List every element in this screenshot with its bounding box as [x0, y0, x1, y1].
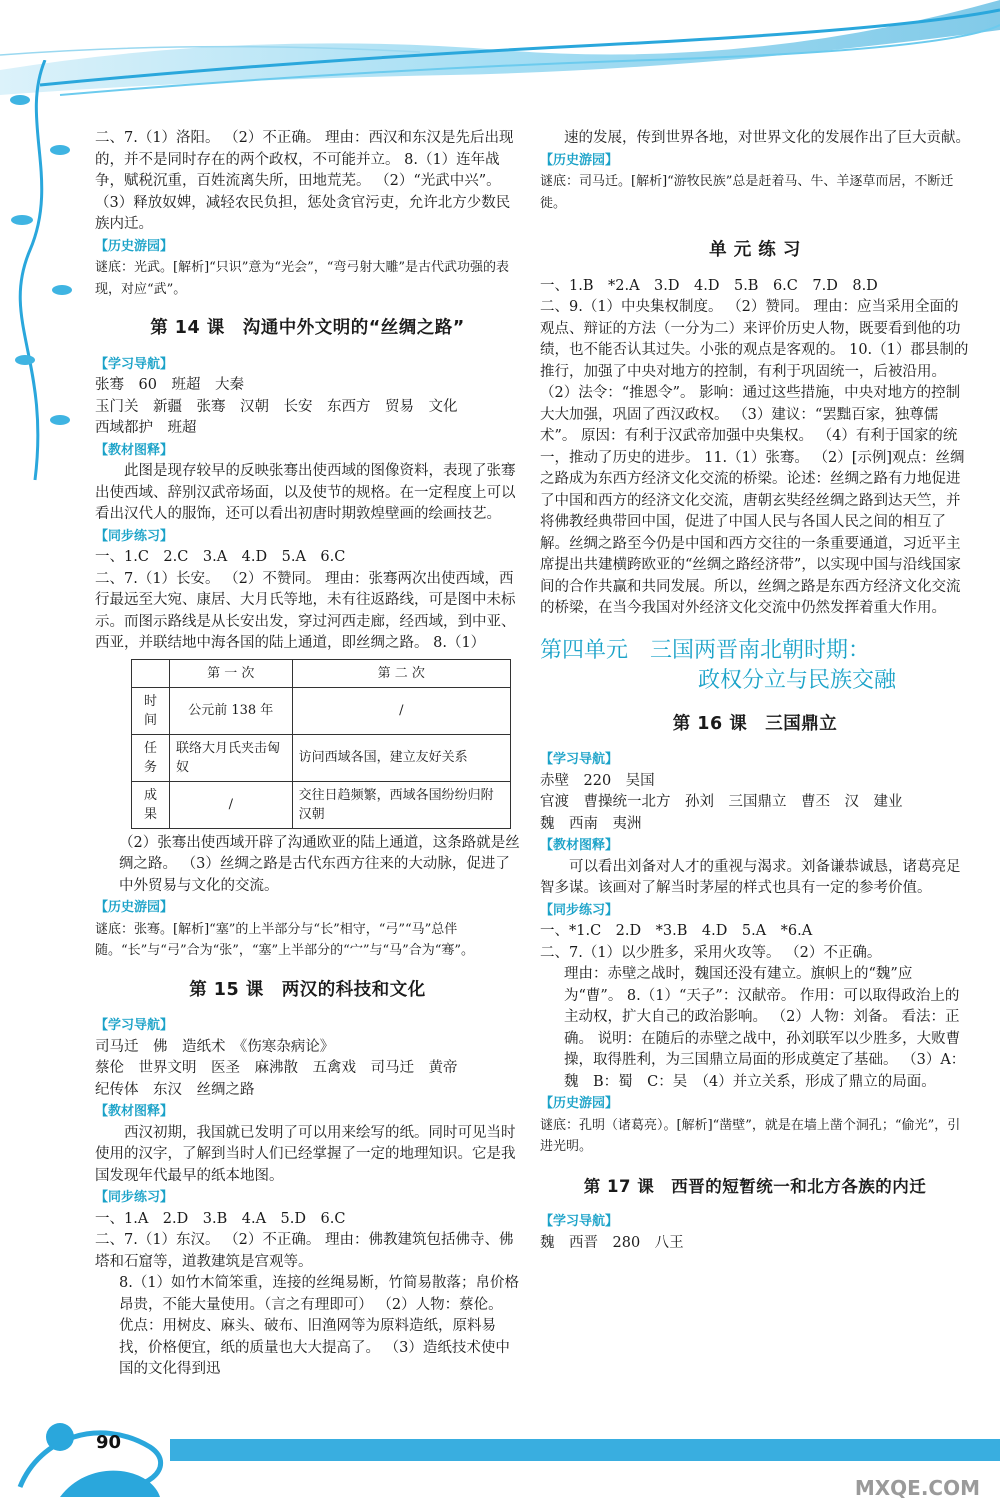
- guide-line: 张骞 60 班超 大秦: [95, 377, 244, 393]
- section-tag-guide: 【学习导航】: [540, 1214, 619, 1229]
- answer-block: 二、7.（1）长安。 （2）不赞同。 理由：张骞两次出使西域，西行最远至大宛、康居、大月氏等地，未有往返路线，可是图中未标示。而图示路线是从长安出发，穿过河西走廊，经西域，到中亚、西亚，并联结地中海各国的陆上通道，即丝绸之路。 8.（1）: [95, 570, 516, 651]
- answer-block: 速的发展，传到世界各地，对世界文化的发展作出了巨大贡献。: [564, 130, 970, 146]
- bottom-decoration: [0, 1397, 1000, 1507]
- riddle: 谜底：司马迁。[解析]“游牧民族”总是赶着马、牛、羊逐草而居，不断迁徙。: [540, 174, 954, 211]
- section-tag-guide: 【学习导航】: [95, 356, 174, 372]
- lesson-title: 第 16 课 三国鼎立: [672, 713, 838, 734]
- top-decoration: [0, 0, 1000, 115]
- section-tag-practice: 【同步练习】: [95, 1190, 174, 1205]
- guide-line: 玉门关 新疆 张骞 汉朝 长安 东西方 贸易 文化: [95, 398, 458, 415]
- left-column: [95, 128, 520, 1381]
- lesson-title: 第 14 课 沟通中外文明的“丝绸之路”: [150, 318, 465, 338]
- guide-line: 西域都护 班超: [95, 420, 197, 436]
- riddle: 谜底：光武。[解析]“只识”意为“光会”，“弯弓射大雕”是古代武功强的表现，对应“武”。: [95, 260, 510, 297]
- table-row: [132, 734, 511, 781]
- table-header-cell: [132, 659, 170, 687]
- guide-line: 赤壁 220 吴国: [540, 772, 655, 789]
- table-cell: 访问西域各国，建立友好关系: [292, 734, 510, 781]
- answer-block: 二、9.（1）中央集权制度。 （2）赞同。 理由：应当采用全面的观点、辩证的方法（一分为二）来评价历史人物，既要看到他的功绩，也不能否认其过失。小张的观点是客观的。 10.（1）郡县制的推行，加强了中央对地方的控制，有利于巩固统一，后被沿用。 （2）法令：“推恩令”。 影响：通过这些措施，中央对地方的控制大大加强，巩固了西汉政权。 （3）建议：“罢黜百家，独尊儒术”。 原因：有利于汉武帝加强中央集权。 （4）有利于国家的统一，推动了历史的进步。 11.（1）张骞。 （2）[示例]观点：丝绸之路成为东西方经济文化交流的桥梁。论述：丝绸之路有力地促进了中国和西方的经济文化交流，唐朝玄奘经丝绸之路到达天竺，并将佛教经典带回中国，促进了中国人民与各国人民之间的相互了解。丝绸之路至今仍是中国和西方交往的一条重要通道，习近平主席提出共建横跨欧亚的“丝绸之路经济带”，以实现中国与沿线国家间的合作共赢和共同发展。所以，丝绸之路是东西方经济文化交流的桥梁，在当今我国对外经济文化交流中仍然发挥着重大作用。: [540, 299, 969, 616]
- page-number: 90: [96, 1432, 122, 1453]
- unit-title: [540, 636, 970, 696]
- guide-line: 司马迁 佛 造纸术 《伤寒杂病论》: [95, 1038, 335, 1055]
- figure-explanation: 可以看出刘备对人才的重视与渴求。刘备谦恭诚恳，诸葛亮足智多谋。该画对了解当时茅屋的样式也具有一定的参考价值。: [540, 858, 961, 896]
- table-header-cell: 第 二 次: [292, 659, 510, 687]
- riddle: 谜底：张骞。[解析]“塞”的上半部分与“长”相守，“弓”“马”总伴随。“长”与“弓”合为“张”，“塞”上半部分的“宀”与“马”合为“骞”。: [95, 921, 475, 958]
- answer-block: 二、7.（1）洛阳。 （2）不正确。 理由：西汉和东汉是先后出现的，并不是同时存在的两个政权，不可能并立。 8.（1）连年战争，赋税沉重，百姓流离失所，田地荒芜。 （2）“光武中兴”。 （3）释放奴婢，减轻农民负担，惩处贪官污吏，允许北方少数民族内迁。: [95, 130, 514, 232]
- unit-practice-title: 单 元 练 习: [709, 240, 801, 260]
- vine-decoration: [0, 60, 90, 490]
- table-row: [132, 781, 511, 828]
- table-cell: /: [169, 781, 292, 828]
- table-header-row: [132, 659, 511, 687]
- table-cell: 时间: [132, 687, 170, 734]
- section-tag-history: 【历史游园】: [95, 238, 174, 254]
- section-tag-guide: 【学习导航】: [95, 1018, 174, 1033]
- unit-title-line: 政权分立与民族交融: [698, 667, 897, 693]
- figure-explanation: 西汉初期，我国就已发明了可以用来绘写的纸。同时可见当时使用的汉字，了解到当时人们已经掌握了一定的地理知识。它是我国发现年代最早的纸本地图。: [95, 1124, 516, 1184]
- guide-line: 官渡 曹操统一北方 孙刘 三国鼎立 曹丕 汉 建业: [540, 794, 903, 810]
- guide-line: 蔡伦 世界文明 医圣 麻沸散 五禽戏 司马迁 黄帝: [95, 1060, 458, 1076]
- lesson-title: 第 17 课 西晋的短暂统一和北方各族的内迁: [583, 1176, 927, 1196]
- answer-line: 二、7.（1）以少胜多，采用火攻等。 （2）不正确。: [540, 944, 882, 961]
- table-row: [132, 687, 511, 734]
- table-cell: 联络大月氏夹击匈奴: [169, 734, 292, 781]
- section-tag-history: 【历史游园】: [95, 900, 174, 915]
- mission-table: [131, 659, 511, 829]
- section-tag-guide: 【学习导航】: [540, 752, 619, 767]
- table-cell: /: [292, 687, 510, 734]
- answer-line: 一、1.A 2.D 3.B 4.A 5.D 6.C: [95, 1210, 346, 1227]
- lesson-title: 第 15 课 两汉的科技和文化: [189, 979, 426, 1000]
- section-tag-figure: 【教材图释】: [95, 442, 174, 458]
- section-tag-history: 【历史游园】: [540, 152, 619, 168]
- answer-line: 一、1.B *2.A 3.D 4.D 5.B 6.C 7.D 8.D: [540, 277, 878, 294]
- section-tag-practice: 【同步练习】: [95, 528, 174, 544]
- answer-block: 二、7.（1）东汉。 （2）不正确。 理由：佛教建筑包括佛寺、佛塔和石窟等，道教建筑是宫观等。: [95, 1232, 514, 1270]
- table-header-cell: 第 一 次: [169, 659, 292, 687]
- table-cell: 交往日趋频繁，西域各国纷纷归附汉朝: [292, 781, 510, 828]
- section-tag-history: 【历史游园】: [540, 1096, 619, 1111]
- answer-line: 一、1.C 2.C 3.A 4.D 5.A 6.C: [95, 549, 346, 565]
- section-tag-practice: 【同步练习】: [540, 902, 619, 918]
- table-cell: 任务: [132, 734, 170, 781]
- section-tag-figure: 【教材图释】: [540, 838, 619, 853]
- answer-block: （2）张骞出使西域开辟了沟通欧亚的陆上通道，这条路就是丝绸之路。 （3）丝绸之路是古代东西方往来的大动脉，促进了中外贸易与文化的交流。: [119, 834, 520, 894]
- guide-line: 魏 西南 夷洲: [540, 815, 642, 832]
- unit-title-line: 第四单元 三国两晋南北朝时期：: [540, 637, 871, 663]
- guide-line: 纪传体 东汉 丝绸之路: [95, 1081, 255, 1098]
- section-tag-figure: 【教材图释】: [95, 1104, 174, 1119]
- figure-explanation: 此图是现存较早的反映张骞出使西域的图像资料，表现了张骞出使西域、辞别汉武帝场面，以及使节的规格。在一定程度上可以看出汉代人的服饰，还可以看出初唐时期敦煌壁画的绘画技艺。: [95, 463, 516, 522]
- answer-block: 理由：赤壁之战时，魏国还没有建立。旗帜上的“魏”应为“曹”。 8.（1）“天子”：汉献帝。 作用：可以取得政治上的主动权，扩大自己的政治影响。 （2）人物：刘备。 看法：正确。 说明：在随后的赤壁之战中，孙刘联军以少胜多，大败曹操，取得胜利，为三国鼎立局面的形成奠定了基础。 （3）A：魏 B：蜀 C：吴 （4）并立关系，形成了鼎立的局面。: [564, 966, 966, 1090]
- watermark: MXQE.COM: [854, 1476, 980, 1500]
- guide-line: 魏 西晋 280 八王: [540, 1234, 684, 1251]
- right-column: [540, 128, 970, 1254]
- answer-line: 一、*1.C 2.D *3.B 4.D 5.A *6.A: [540, 923, 813, 939]
- table-cell: 成果: [132, 781, 170, 828]
- riddle: 谜底：孔明（诸葛亮）。[解析]“凿壁”，就是在墙上凿个洞孔；“偷光”，引进光明。: [540, 1117, 961, 1154]
- table-cell: 公元前 138 年: [169, 687, 292, 734]
- answer-block: 8.（1）如竹木简笨重，连接的丝绳易断，竹简易散落；帛价格昂贵，不能大量使用。（言之有理即可） （2）人物：蔡伦。 优点：用树皮、麻头、破布、旧渔网等为原料造纸，原料易找，价格便宜，纸的质量也大大提高了。 （3）造纸技术使中国的文化得到迅: [119, 1275, 520, 1377]
